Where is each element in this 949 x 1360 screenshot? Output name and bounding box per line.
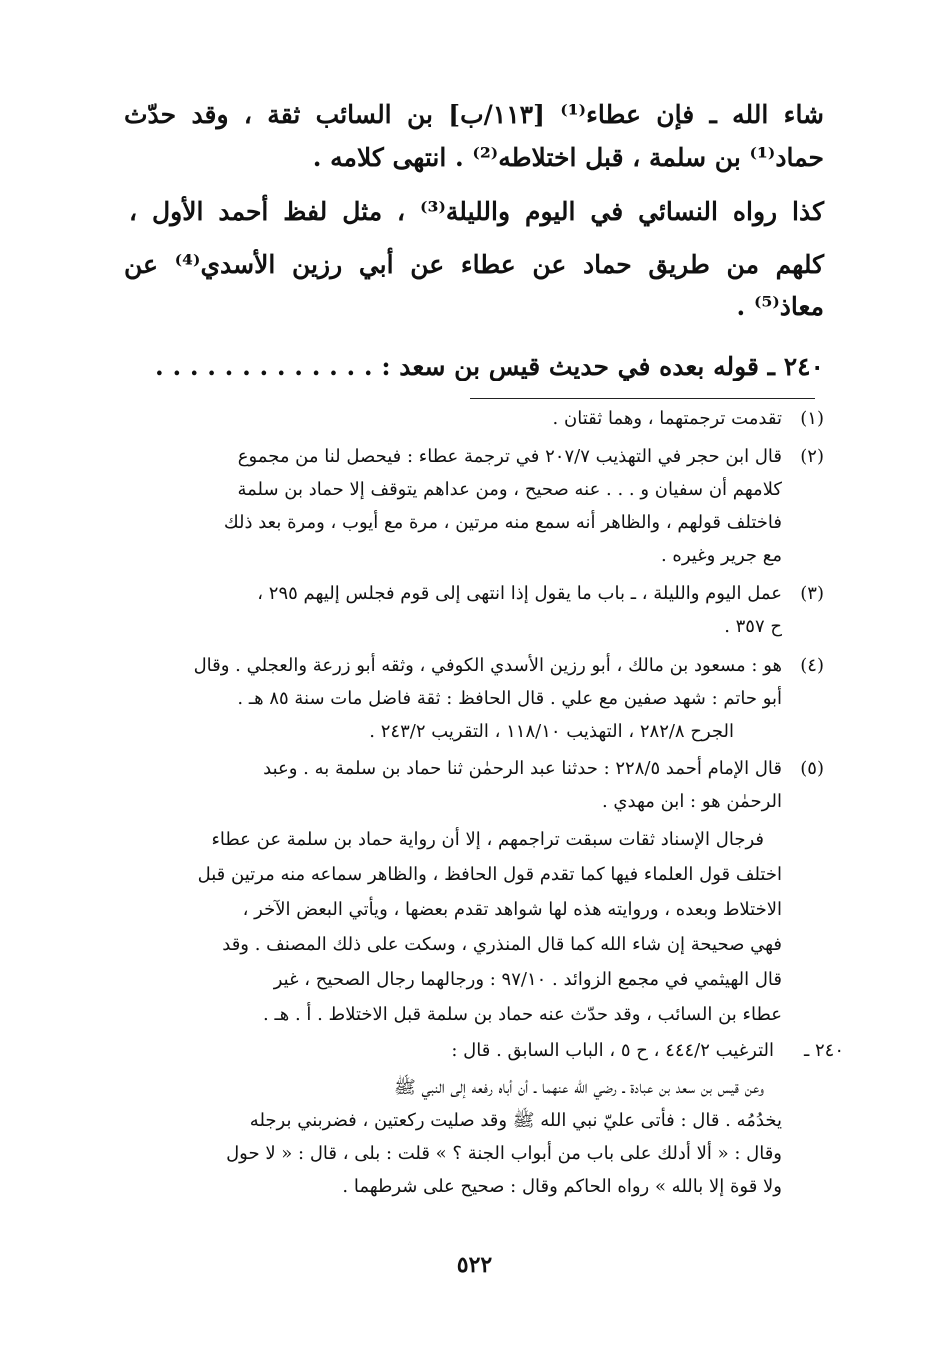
footnote-line: عمل اليوم والليلة ، ـ باب ما يقول إذا انتهى إلى قوم فجلس إليهم ٢٩٥ ، [257,583,782,604]
footnote-number: (٤) [800,655,824,676]
footnote-line: مع جرير وغيره . [660,545,782,566]
footnote-line: قال ابن حجر في التهذيب ٢٠٧/٧ في ترجمة عطاء : فيحصل لنا من مجموع [237,446,782,467]
footnote-line: فاختلف قولهم ، والظاهر أنه سمع منه مرتين ، مرة مع أيوب ، ومرة بعد ذلك [223,512,782,533]
footnote-number: (٢) [800,446,824,467]
footnote-separator [470,398,815,399]
page-number: ٥٢٢ [456,1252,493,1278]
footnote-line: وعن قيس بن سعد بن عبادة ـ رضي الله عنهما ـ أن أباه رفعه إلى النبي ﷺ [394,1077,764,1098]
footnote-line: وقال : « ألا أدلك على باب من أبواب الجنة ؟ » قلت : بلى ، قال : « لا حول [226,1143,782,1164]
footnote-number: (١) [800,408,824,429]
footnote-number: (٣) [800,583,824,604]
footnote-line: هو : مسعود بن مالك ، أبو رزين الأسدي الكوفي ، وثقه أبو زرعة والعجلي . وقال [193,655,782,676]
section-heading: ٢٤٠ ـ قوله بعده في حديث قيس بن سعد : . . . . . . . . . . . . . [155,352,824,381]
footnote-line: كلامهم أن سفيان و . . . عنه صحيح ، ومن عداهم يتوقف إلا حماد بن سلمة [237,479,782,500]
main-text-line-2: حماد⁽¹⁾ بن سلمة ، قبل اختلاطه⁽²⁾ . انتهى كلامه . [312,143,824,172]
footnote-line: الاختلاط وبعده ، وروايته هذه لها شواهد تقدم بعضها ، ويأتي البعض الآخر ، [242,899,782,920]
footnote-line: قال الهيثمي في مجمع الزوائد . ٩٧/١٠ : ورجالهما رجال الصحيح ، غير [273,969,782,990]
footnote-line: تقدمت ترجمتهما ، وهما ثقتان . [552,408,782,429]
footnote-line: ح ٣٥٧ . [724,616,782,637]
footnote-line: يخدُمُه . قال : فأتى عليّ نبي الله ﷺ وقد صليت ركعتين ، فضربني برجله [249,1110,782,1131]
footnote-line: الرحمٰن هو : ابن مهدي . [601,791,782,812]
main-text-line-4: كلهم من طريق حماد عن عطاء عن أبي رزين الأسدي⁽⁴⁾ عن [124,250,824,279]
main-text-line-5: معاذ⁽⁵⁾ . [736,292,824,321]
footnote-number: ٢٤٠ ـ [803,1040,844,1061]
footnote-line: ولا قوة إلا بالله » رواه الحاكم وقال : صحيح على شرطهما . [342,1176,782,1197]
footnote-line: اختلف قول العلماء فيها كما تقدم قول الحافظ ، والظاهر سماعه منه مرتين قبل [197,864,782,885]
footnote-line: الجرح ٢٨٢/٨ ، التهذيب ١١٨/١٠ ، التقريب ٢٤٣/٢ . [369,721,734,742]
footnote-line: الترغيب ٤٤٤/٢ ، ح ٥ ، الباب السابق . قال : [451,1040,774,1061]
footnote-line: أبو حاتم : شهد صفين مع علي . قال الحافظ : ثقة فاضل مات سنة ٨٥ هـ . [237,688,782,709]
main-text-line-3: كذا رواه النسائي في اليوم والليلة⁽³⁾ ، مثل لفظ أحمد الأول ، [129,197,824,226]
footnote-line: قال الإمام أحمد ٢٢٨/٥ : حدثنا عبد الرحمٰن ثنا حماد بن سلمة به . وعبد [263,758,782,779]
main-text-line-1: شاء الله ـ فإن عطاء⁽¹⁾ [١١٣/ب] بن السائب ثقة ، وقد حدّث [124,100,825,129]
footnote-line: عطاء بن السائب ، وقد حدّث عنه حماد بن سلمة قبل الاختلاط . أ . هـ . [263,1004,782,1025]
footnote-line: فهي صحيحة إن شاء الله كما قال المنذري ، وسكت على ذلك المصنف . وقد [222,934,782,955]
footnote-number: (٥) [800,758,824,779]
footnote-line: فرجال الإسناد ثقات سبقت تراجمهم ، إلا أن رواية حماد بن سلمة عن عطاء [211,829,764,850]
